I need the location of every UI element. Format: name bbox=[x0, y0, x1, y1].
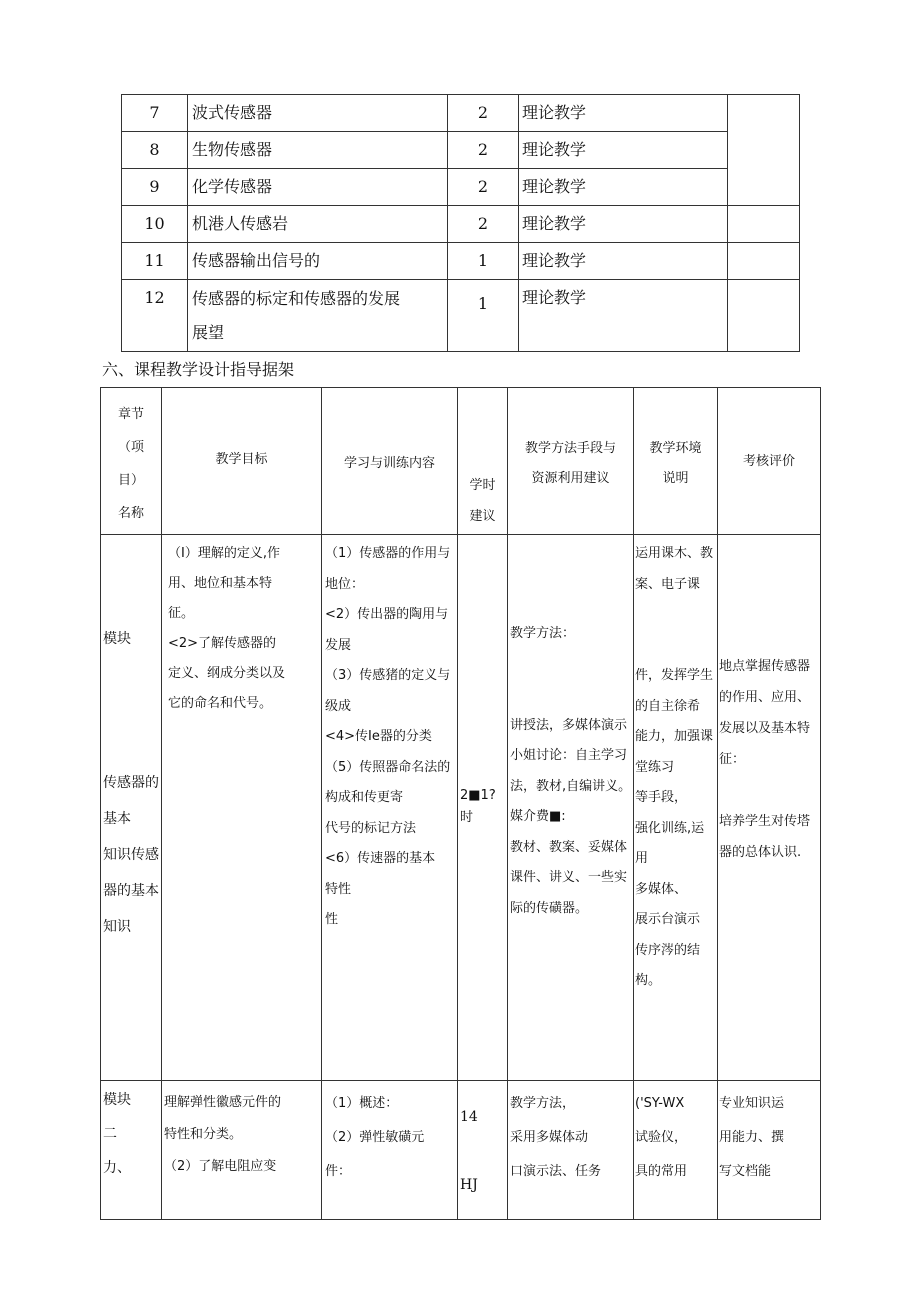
cell-line: 目） bbox=[117, 473, 144, 488]
cell-line: 理解弹性徽感元件的 bbox=[164, 1095, 282, 1110]
cell-line: （I）理解的定义,作 bbox=[168, 546, 280, 561]
cell-line: 法，教材,自编讲义。 bbox=[510, 778, 632, 794]
lines bbox=[458, 535, 507, 829]
cell-line: 讲授法，多媒体演示 bbox=[510, 717, 628, 733]
lines bbox=[634, 388, 717, 494]
cell-line: 传感器的 bbox=[103, 775, 159, 791]
cell-line: （1）传感器的作用与 bbox=[325, 546, 451, 561]
module-2-content bbox=[322, 1081, 458, 1220]
cell-line: 教材、教案、妥媒体 bbox=[510, 839, 628, 855]
cell-line bbox=[719, 775, 820, 806]
cell-line: 特性 bbox=[325, 881, 352, 897]
header-content-text: 学习与训练内容 bbox=[343, 456, 435, 471]
cell-line: 2■1? bbox=[460, 788, 496, 803]
cell-line: 教学方法： bbox=[510, 626, 576, 641]
cell-line: 14 bbox=[460, 1109, 478, 1125]
cell-line: 地位： bbox=[325, 576, 365, 592]
cell-line: 小姐讨论：自主学习 bbox=[510, 748, 628, 763]
cell-line: 件： bbox=[325, 1164, 352, 1179]
cell-line: 说明 bbox=[662, 471, 689, 486]
module-1-hours bbox=[458, 535, 508, 1081]
cell-line: （项 bbox=[117, 440, 144, 455]
lines bbox=[101, 1081, 161, 1185]
cell-line: （2）了解电阻应变 bbox=[164, 1159, 277, 1174]
header-eval-text: 考核评价 bbox=[742, 454, 795, 469]
cell-line: 构。 bbox=[635, 973, 662, 988]
header-env bbox=[634, 388, 718, 535]
row-topic: 机港人传感岩 bbox=[188, 206, 448, 243]
row-topic: 波式传感器 bbox=[188, 95, 448, 132]
module-2-row bbox=[101, 1081, 821, 1220]
cell-line: （3）传感猪的定义与 bbox=[325, 668, 451, 683]
cell-line: 代号的标记方法 bbox=[325, 820, 417, 836]
row-method: 理论教学 bbox=[519, 206, 728, 243]
cell-line: 等手段， bbox=[635, 790, 688, 805]
module-2-env bbox=[634, 1081, 718, 1220]
row-hours: 1 bbox=[448, 243, 519, 280]
cell-line: 多媒体、 bbox=[635, 881, 688, 897]
cell-line: 采用多媒体动 bbox=[510, 1130, 589, 1145]
cell-line bbox=[510, 680, 633, 711]
module-2-eval bbox=[718, 1081, 821, 1220]
cell-line: 运用课木、教 bbox=[635, 546, 714, 561]
cell-line: 际的传磺器。 bbox=[510, 900, 589, 916]
schedule-row bbox=[122, 206, 800, 243]
schedule-row bbox=[122, 280, 800, 352]
cell-line: 定义、纲成分类以及 bbox=[168, 666, 286, 681]
module-1-eval bbox=[718, 535, 821, 1081]
cell-line: 试验仪， bbox=[635, 1130, 688, 1145]
module-2-goal bbox=[162, 1081, 322, 1220]
section-title: 六、课程教学设计指导据架 bbox=[102, 360, 295, 379]
row-method: 理论教学 bbox=[519, 280, 728, 352]
cell-line: 知识 bbox=[103, 919, 131, 935]
cell-line: 具的常用 bbox=[635, 1164, 688, 1179]
lines bbox=[101, 535, 161, 945]
cell-line bbox=[103, 729, 161, 765]
schedule-row bbox=[122, 169, 800, 206]
row-note bbox=[728, 206, 800, 243]
lines bbox=[162, 535, 321, 719]
cell-line: 力、 bbox=[103, 1160, 131, 1176]
lines bbox=[322, 1081, 457, 1189]
cell-line: 知识传感 bbox=[103, 847, 159, 863]
cell-line: 征。 bbox=[168, 606, 195, 621]
module-1-env bbox=[634, 535, 718, 1081]
cell-line: 件，发挥学生 bbox=[635, 668, 714, 683]
cell-line: 的作用、应用、 bbox=[719, 690, 811, 705]
header-method bbox=[508, 388, 634, 535]
row-number: 11 bbox=[122, 243, 188, 280]
cell-line: 模块 bbox=[103, 631, 131, 647]
cell-line bbox=[635, 631, 717, 662]
schedule-row bbox=[122, 95, 800, 132]
row-method: 理论教学 bbox=[519, 132, 728, 169]
cell-line: 教学方法手段与 bbox=[524, 441, 616, 456]
module-1-goal bbox=[162, 535, 322, 1081]
cell-line: 发展 bbox=[325, 637, 352, 653]
header-content bbox=[322, 388, 458, 535]
cell-line: 口演示法、任务 bbox=[510, 1164, 602, 1179]
cell-line bbox=[510, 650, 633, 681]
module-1-content bbox=[322, 535, 458, 1081]
cell-line: 能力，加强课 bbox=[635, 729, 714, 744]
lines bbox=[322, 535, 457, 936]
cell-line: 用、地位和基本特 bbox=[168, 576, 273, 591]
cell-line: 培养学生对传塔 bbox=[719, 814, 811, 829]
cell-line: 资源利用建议 bbox=[531, 471, 610, 486]
module-1-row bbox=[101, 535, 821, 1081]
row-hours: 2 bbox=[448, 95, 519, 132]
cell-line: 教学方法， bbox=[510, 1096, 576, 1111]
lines bbox=[634, 1081, 717, 1189]
lines bbox=[162, 1081, 321, 1183]
cell-line: 地点掌握传感器 bbox=[719, 659, 811, 674]
lines bbox=[458, 1081, 507, 1219]
module-2-hours bbox=[458, 1081, 508, 1220]
cell-line: <4>传Ie器的分类 bbox=[325, 729, 432, 744]
header-eval bbox=[718, 388, 821, 535]
cell-line: 时 bbox=[460, 810, 474, 825]
cell-line: 课件、讲义、一些实 bbox=[510, 870, 628, 885]
row-hours: 2 bbox=[448, 132, 519, 169]
lines bbox=[101, 388, 161, 530]
cell-line: 级成 bbox=[325, 698, 352, 714]
lines bbox=[718, 1081, 820, 1189]
cell-line: 案、电子课 bbox=[635, 576, 701, 592]
row-number: 7 bbox=[122, 95, 188, 132]
cell-line: 模块 bbox=[103, 1092, 131, 1108]
lines bbox=[718, 535, 820, 868]
row-topic-line: 传感器的标定和传感器的发展 bbox=[192, 289, 401, 308]
header-goal-text: 教学目标 bbox=[215, 452, 268, 467]
cell-line: 发展以及基本特 bbox=[719, 721, 811, 736]
cell-line: 征： bbox=[719, 752, 746, 767]
row-number: 12 bbox=[122, 280, 188, 352]
header-row bbox=[101, 388, 821, 535]
cell-line: 器的基本 bbox=[103, 883, 159, 899]
row-number: 8 bbox=[122, 132, 188, 169]
row-topic bbox=[188, 280, 448, 352]
module-1-chapter bbox=[101, 535, 162, 1081]
row-method: 理论教学 bbox=[519, 169, 728, 206]
row-topic: 化学传感器 bbox=[188, 169, 448, 206]
cell-line: 二 bbox=[103, 1126, 117, 1142]
schedule-row bbox=[122, 132, 800, 169]
header-hours bbox=[458, 388, 508, 535]
cell-line: 教学环境 bbox=[649, 441, 702, 456]
module-1-method bbox=[508, 535, 634, 1081]
cell-line: HJ bbox=[460, 1177, 478, 1193]
cell-line bbox=[635, 600, 717, 631]
row-topic: 传感器输出信号的 bbox=[188, 243, 448, 280]
row-note bbox=[728, 243, 800, 280]
module-2-chapter bbox=[101, 1081, 162, 1220]
row-topic-line: 展望 bbox=[192, 323, 225, 342]
cell-line: 媒介费■: bbox=[510, 809, 566, 824]
cell-line: 专业知识运 bbox=[719, 1096, 785, 1111]
cell-line: 构成和传更寄 bbox=[325, 790, 404, 805]
row-number: 10 bbox=[122, 206, 188, 243]
row-method: 理论教学 bbox=[519, 243, 728, 280]
lines bbox=[508, 535, 633, 924]
cell-line: <2）传出器的陶用与 bbox=[325, 607, 449, 622]
cell-line: （5）传照器命名法的 bbox=[325, 759, 451, 775]
cell-line: 用 bbox=[635, 851, 649, 866]
cell-line: 的自主徐希 bbox=[635, 698, 701, 714]
cell-line: 用能力、撰 bbox=[719, 1130, 785, 1145]
cell-line: 学时 bbox=[469, 478, 496, 493]
cell-line: 堂练习 bbox=[635, 759, 675, 775]
cell-line: 特性和分类。 bbox=[164, 1127, 243, 1142]
cell-line bbox=[103, 657, 161, 693]
cell-line: 写文档能 bbox=[719, 1164, 772, 1179]
cell-line: 章节 bbox=[117, 407, 144, 422]
cell-line: 性 bbox=[325, 912, 339, 927]
row-hours: 2 bbox=[448, 169, 519, 206]
cell-line: 展示台演示 bbox=[635, 912, 701, 927]
cell-line: ('SY-WX bbox=[635, 1096, 685, 1111]
cell-line: 名称 bbox=[117, 506, 144, 521]
cell-line: （2）弹性敏磺元 bbox=[325, 1130, 425, 1145]
schedule-table bbox=[121, 94, 800, 352]
lines bbox=[634, 535, 717, 997]
cell-line: 强化训练,运 bbox=[635, 820, 705, 836]
row-topic: 生物传感器 bbox=[188, 132, 448, 169]
cell-line: <6）传速器的基本 bbox=[325, 851, 436, 866]
row-hours: 1 bbox=[448, 280, 519, 352]
lines bbox=[508, 1081, 633, 1189]
cell-line: 传序涔的结 bbox=[635, 942, 701, 958]
row-note bbox=[728, 95, 800, 206]
cell-line: 基本 bbox=[103, 811, 131, 827]
row-number: 9 bbox=[122, 169, 188, 206]
cell-line: 建议 bbox=[469, 509, 496, 524]
row-hours: 2 bbox=[448, 206, 519, 243]
course-design-table bbox=[100, 387, 821, 1220]
cell-line: 器的总体认识. bbox=[719, 845, 802, 860]
header-goal bbox=[162, 388, 322, 535]
lines bbox=[458, 388, 507, 532]
row-note bbox=[728, 280, 800, 352]
cell-line: （1）概述： bbox=[325, 1096, 399, 1111]
cell-line bbox=[103, 693, 161, 729]
schedule-row bbox=[122, 243, 800, 280]
row-method: 理论教学 bbox=[519, 95, 728, 132]
cell-line: 它的命名和代号。 bbox=[168, 696, 273, 711]
lines bbox=[508, 388, 633, 494]
module-2-method bbox=[508, 1081, 634, 1220]
header-chapter bbox=[101, 388, 162, 535]
cell-line: <2>了解传感器的 bbox=[168, 636, 277, 651]
